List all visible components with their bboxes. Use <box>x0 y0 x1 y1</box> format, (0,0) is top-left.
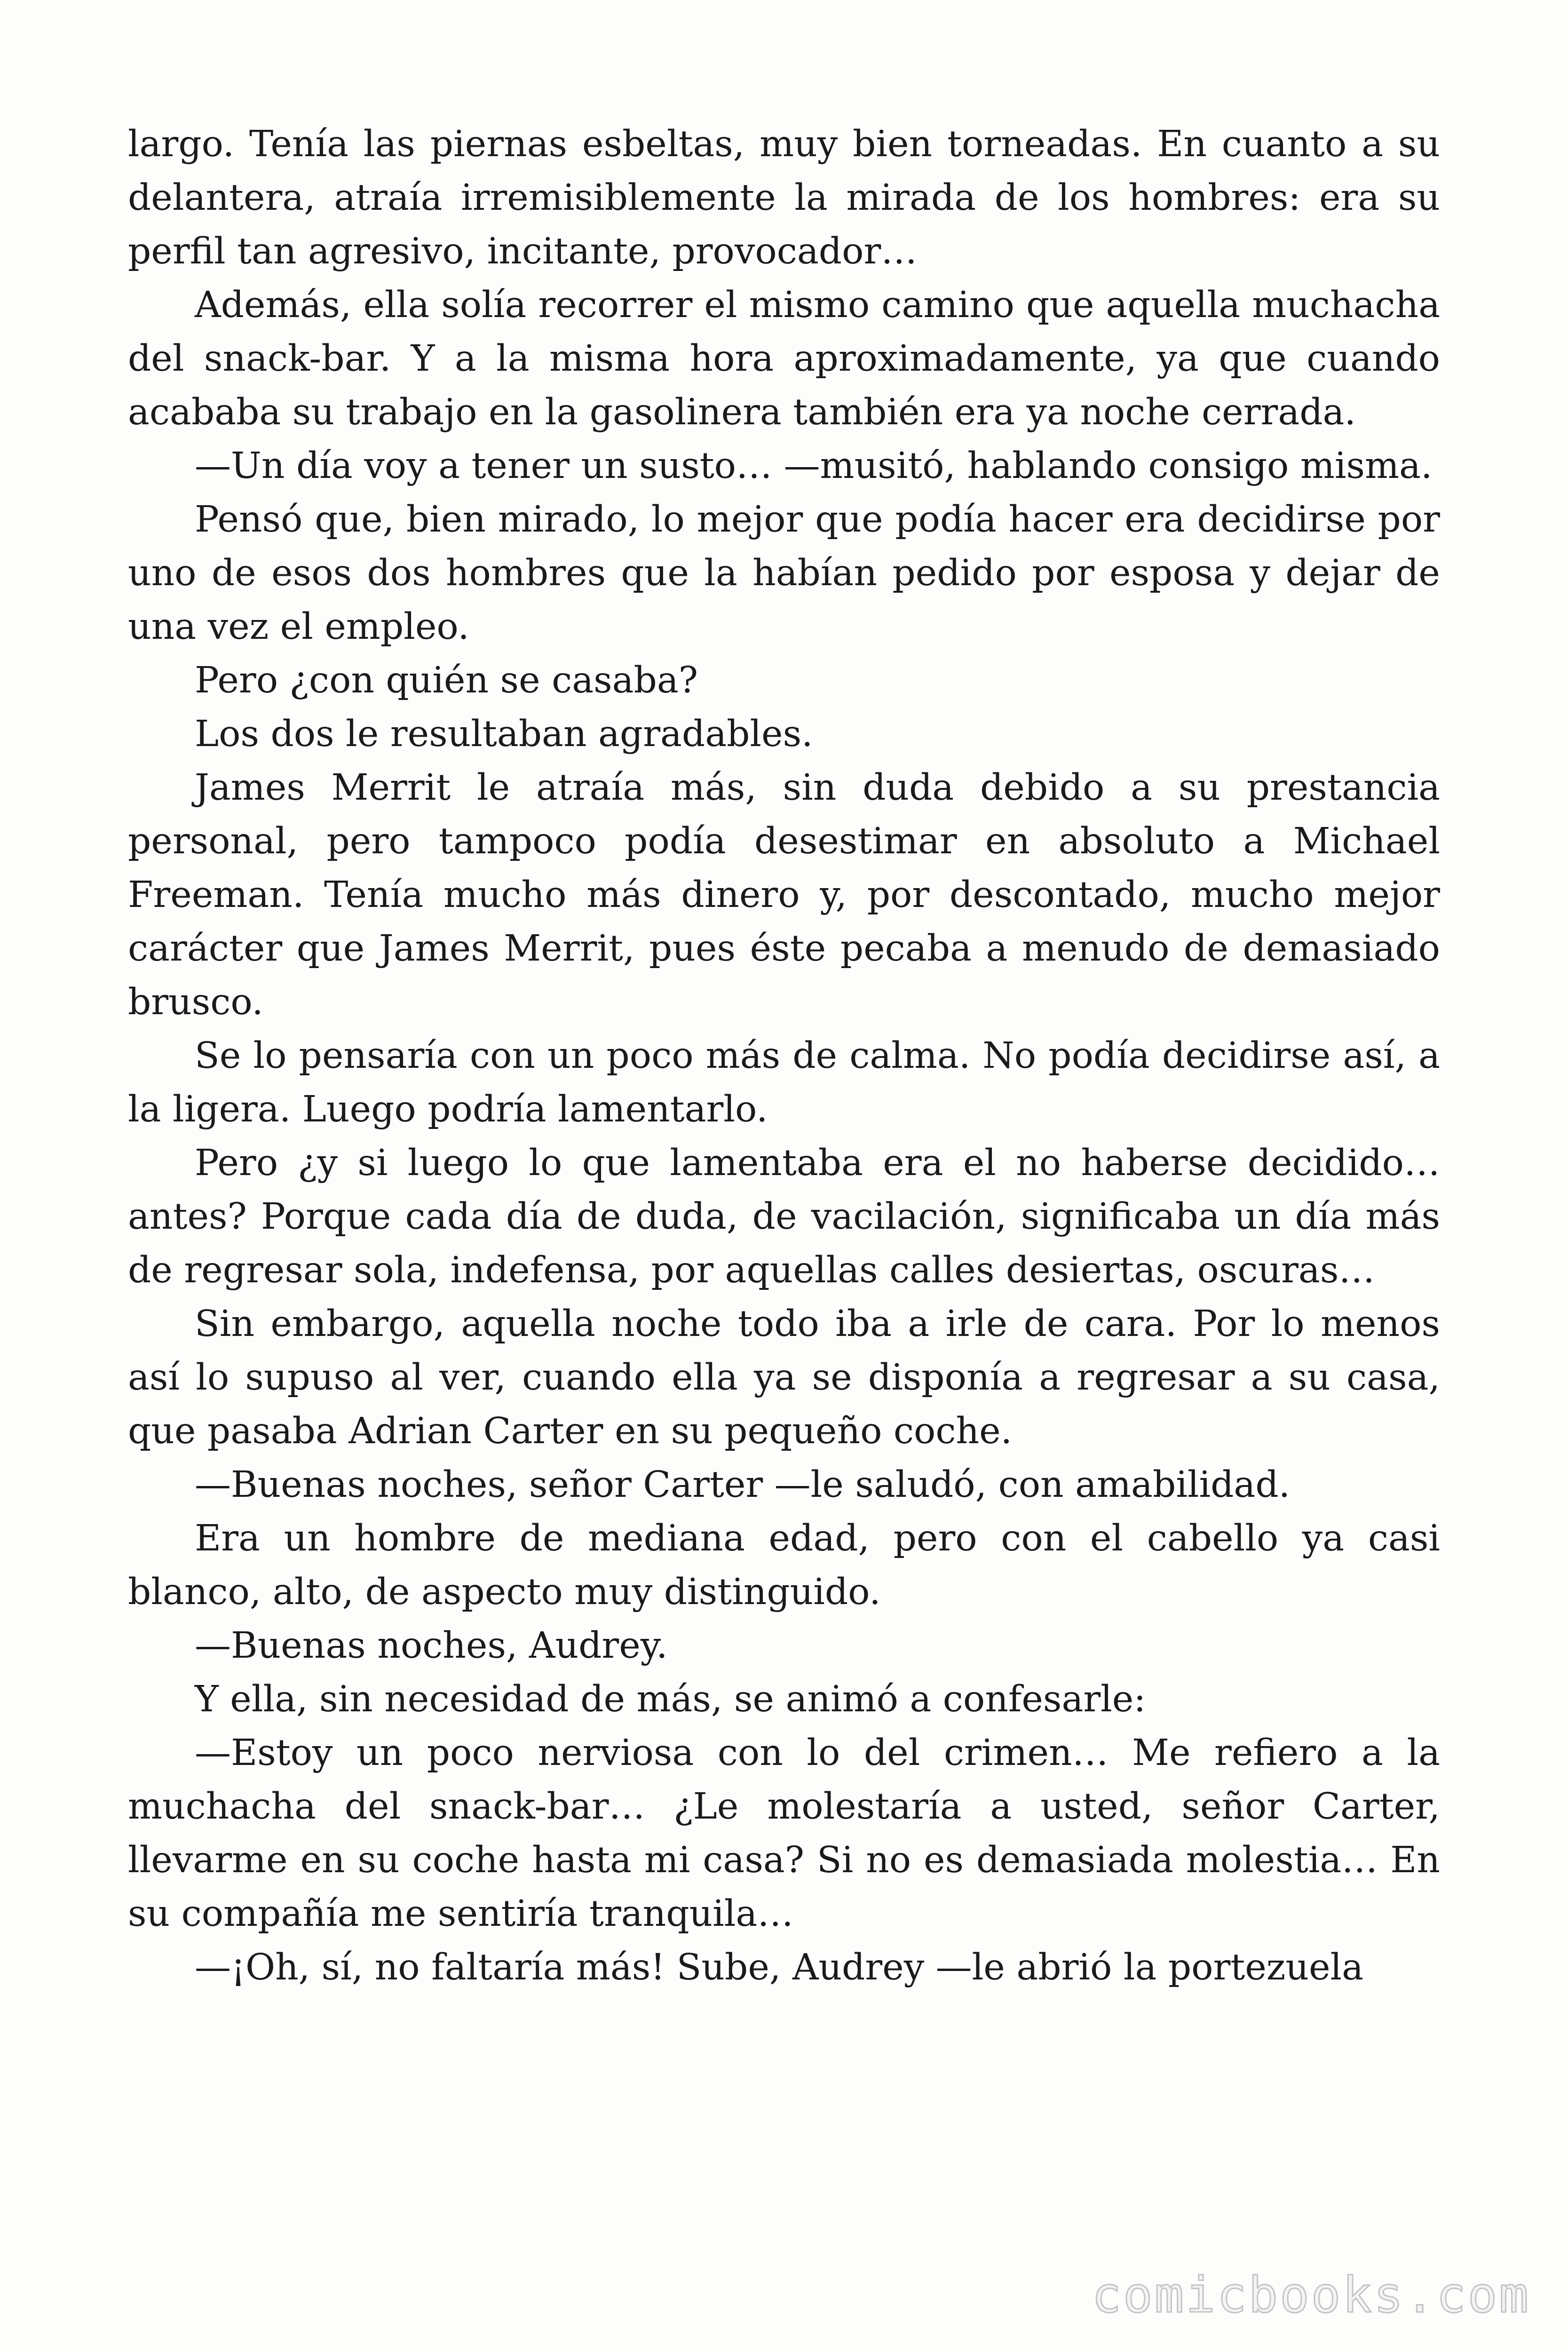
paragraph: —¡Oh, sí, no faltaría más! Sube, Audrey —le abrió la portezuela <box>195 1947 1364 1988</box>
paragraph: largo. Tenía las piernas esbeltas, muy bien torneadas. En cuanto a su delantera, atraía irremisiblemente la mirada de los hombres: era su perfil tan agresivo, incitante, provocador… <box>128 123 1440 272</box>
paragraph: Los dos le resultaban agradables. <box>195 713 813 755</box>
paragraph: Se lo pensaría con un poco más de calma. No podía decidirse así, a la ligera. Luego podría lamentarlo. <box>128 1035 1440 1130</box>
paragraph: —Buenas noches, Audrey. <box>195 1625 668 1667</box>
paragraph: Pero ¿y si luego lo que lamentaba era el no haberse decidido… antes? Porque cada día de duda, de vacilación, significaba un día más de regresar sola, indefensa, por aquellas calles desiertas, oscuras… <box>128 1142 1440 1291</box>
paragraph: Era un hombre de mediana edad, pero con el cabello ya casi blanco, alto, de aspecto muy distinguido. <box>128 1518 1440 1613</box>
paragraph: Y ella, sin necesidad de más, se animó a confesarle: <box>195 1678 1146 1720</box>
page-body <box>128 118 1440 1994</box>
paragraph: Pensó que, bien mirado, lo mejor que podía hacer era decidirse por uno de esos dos hombres que la habían pedido por esposa y dejar de una vez el empleo. <box>128 499 1440 648</box>
paragraph: Además, ella solía recorrer el mismo camino que aquella muchacha del snack-bar. Y a la misma hora aproximadamente, ya que cuando acababa su trabajo en la gasolinera también era ya noche cerrada. <box>128 284 1440 433</box>
paragraph: James Merrit le atraía más, sin duda debido a su prestancia personal, pero tampoco podía desestimar en absoluto a Michael Freeman. Tenía mucho más dinero y, por descontado, mucho mejor carácter que James Merrit, pues éste pecaba a menudo de demasiado brusco. <box>128 767 1440 1023</box>
paragraph: Sin embargo, aquella noche todo iba a irle de cara. Por lo menos así lo supuso al ver, cuando ella ya se disponía a regresar a su casa, que pasaba Adrian Carter en su pequeño coche. <box>128 1303 1440 1452</box>
paragraph: —Un día voy a tener un susto… —musitó, hablando consigo misma. <box>195 445 1433 487</box>
paragraph: Pero ¿con quién se casaba? <box>195 660 698 701</box>
paragraph: —Buenas noches, señor Carter —le saludó, con amabilidad. <box>195 1464 1291 1506</box>
watermark: comicbooks.com <box>1092 2266 1530 2324</box>
paragraph: —Estoy un poco nerviosa con lo del crimen… Me refiero a la muchacha del snack-bar… ¿Le molestaría a usted, señor Carter, llevarme en su coche hasta mi casa? Si no es demasiada molestia… En su compañía me sentiría tranquila… <box>128 1732 1440 1935</box>
